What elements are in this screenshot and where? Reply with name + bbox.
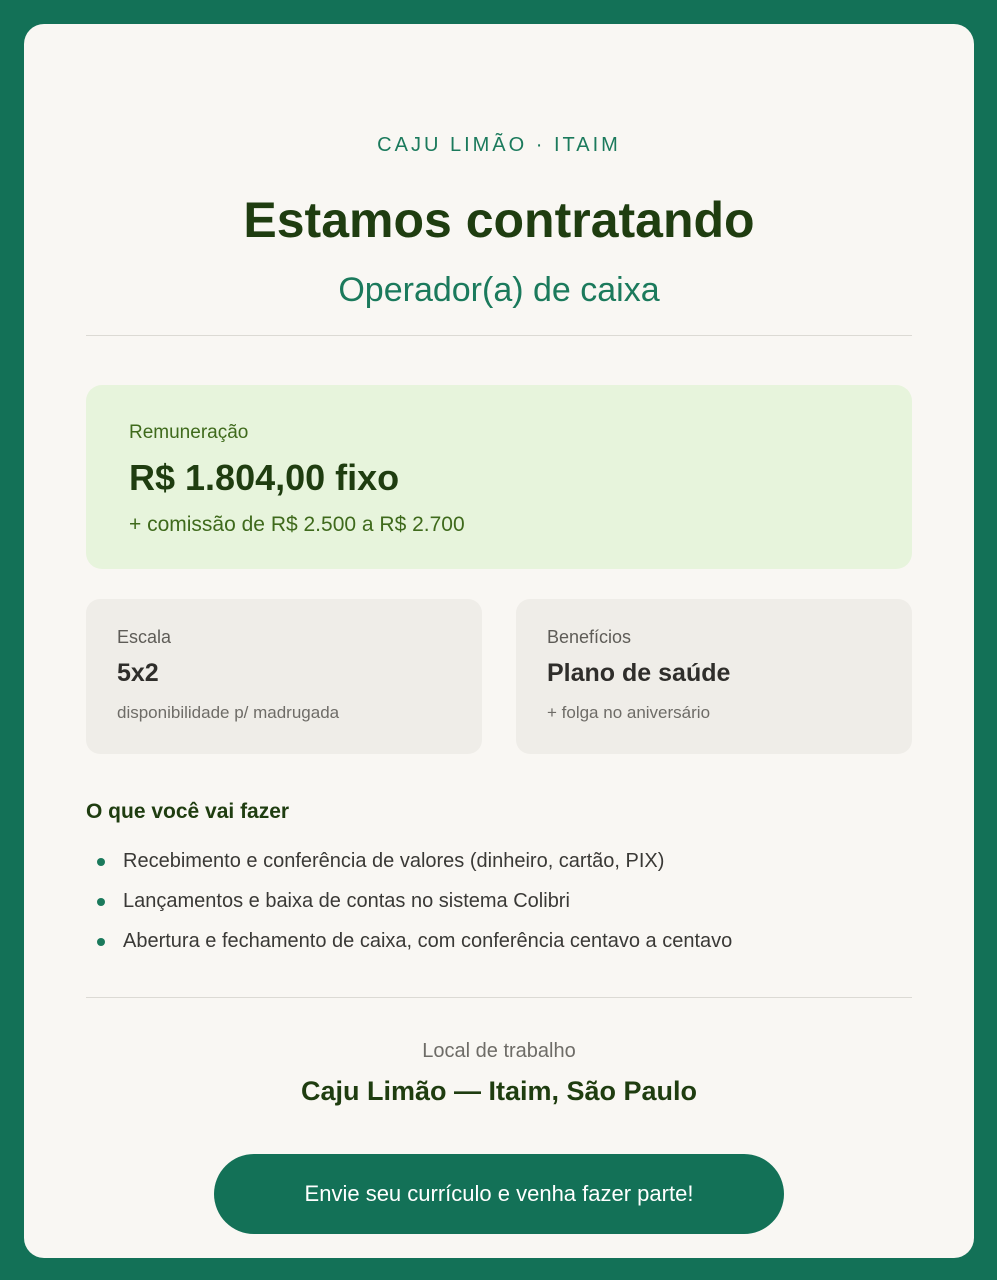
schedule-value: 5x2 [117,659,159,687]
apply-button[interactable]: Envie seu currículo e venha fazer parte! [214,1154,784,1234]
job-role: Operador(a) de caixa [338,271,660,309]
pay-commission: + comissão de R$ 2.500 a R$ 2.700 [129,513,465,536]
tasks-heading: O que você vai fazer [86,800,290,823]
pay-main: R$ 1.804,00 fixo [129,457,400,498]
task-text: Abertura e fechamento de caixa, com conferência centavo a centavo [123,930,733,952]
list-item [86,924,732,964]
benefits-note: + folga no aniversário [547,703,711,722]
task-text: Lançamentos e baixa de contas no sistema Colibri [123,890,570,912]
page-title: Estamos contratando [243,192,755,248]
bullet-dot-icon [97,858,105,866]
benefits-box [516,599,912,754]
bullet-dot-icon [97,938,105,946]
task-text: Recebimento e conferência de valores (dinheiro, cartão, PIX) [123,850,665,872]
location-label: Local de trabalho [422,1040,576,1062]
bullet-dot-icon [97,898,105,906]
schedule-label: Escala [117,627,172,647]
list-item [86,884,732,924]
pay-label: Remuneração [129,422,249,443]
tasks-list [86,844,732,964]
schedule-box [86,599,482,754]
divider [86,335,912,336]
location-value: Caju Limão — Itaim, São Paulo [300,1076,698,1106]
job-posting-card [24,24,974,1258]
pay-box [86,385,912,569]
divider [86,997,912,998]
schedule-note: disponibilidade p/ madrugada [117,703,340,722]
brand-label: CAJU LIMÃO · ITAIM [377,134,621,156]
list-item [86,844,732,884]
benefits-label: Benefícios [547,627,632,647]
benefits-value: Plano de saúde [547,659,731,687]
